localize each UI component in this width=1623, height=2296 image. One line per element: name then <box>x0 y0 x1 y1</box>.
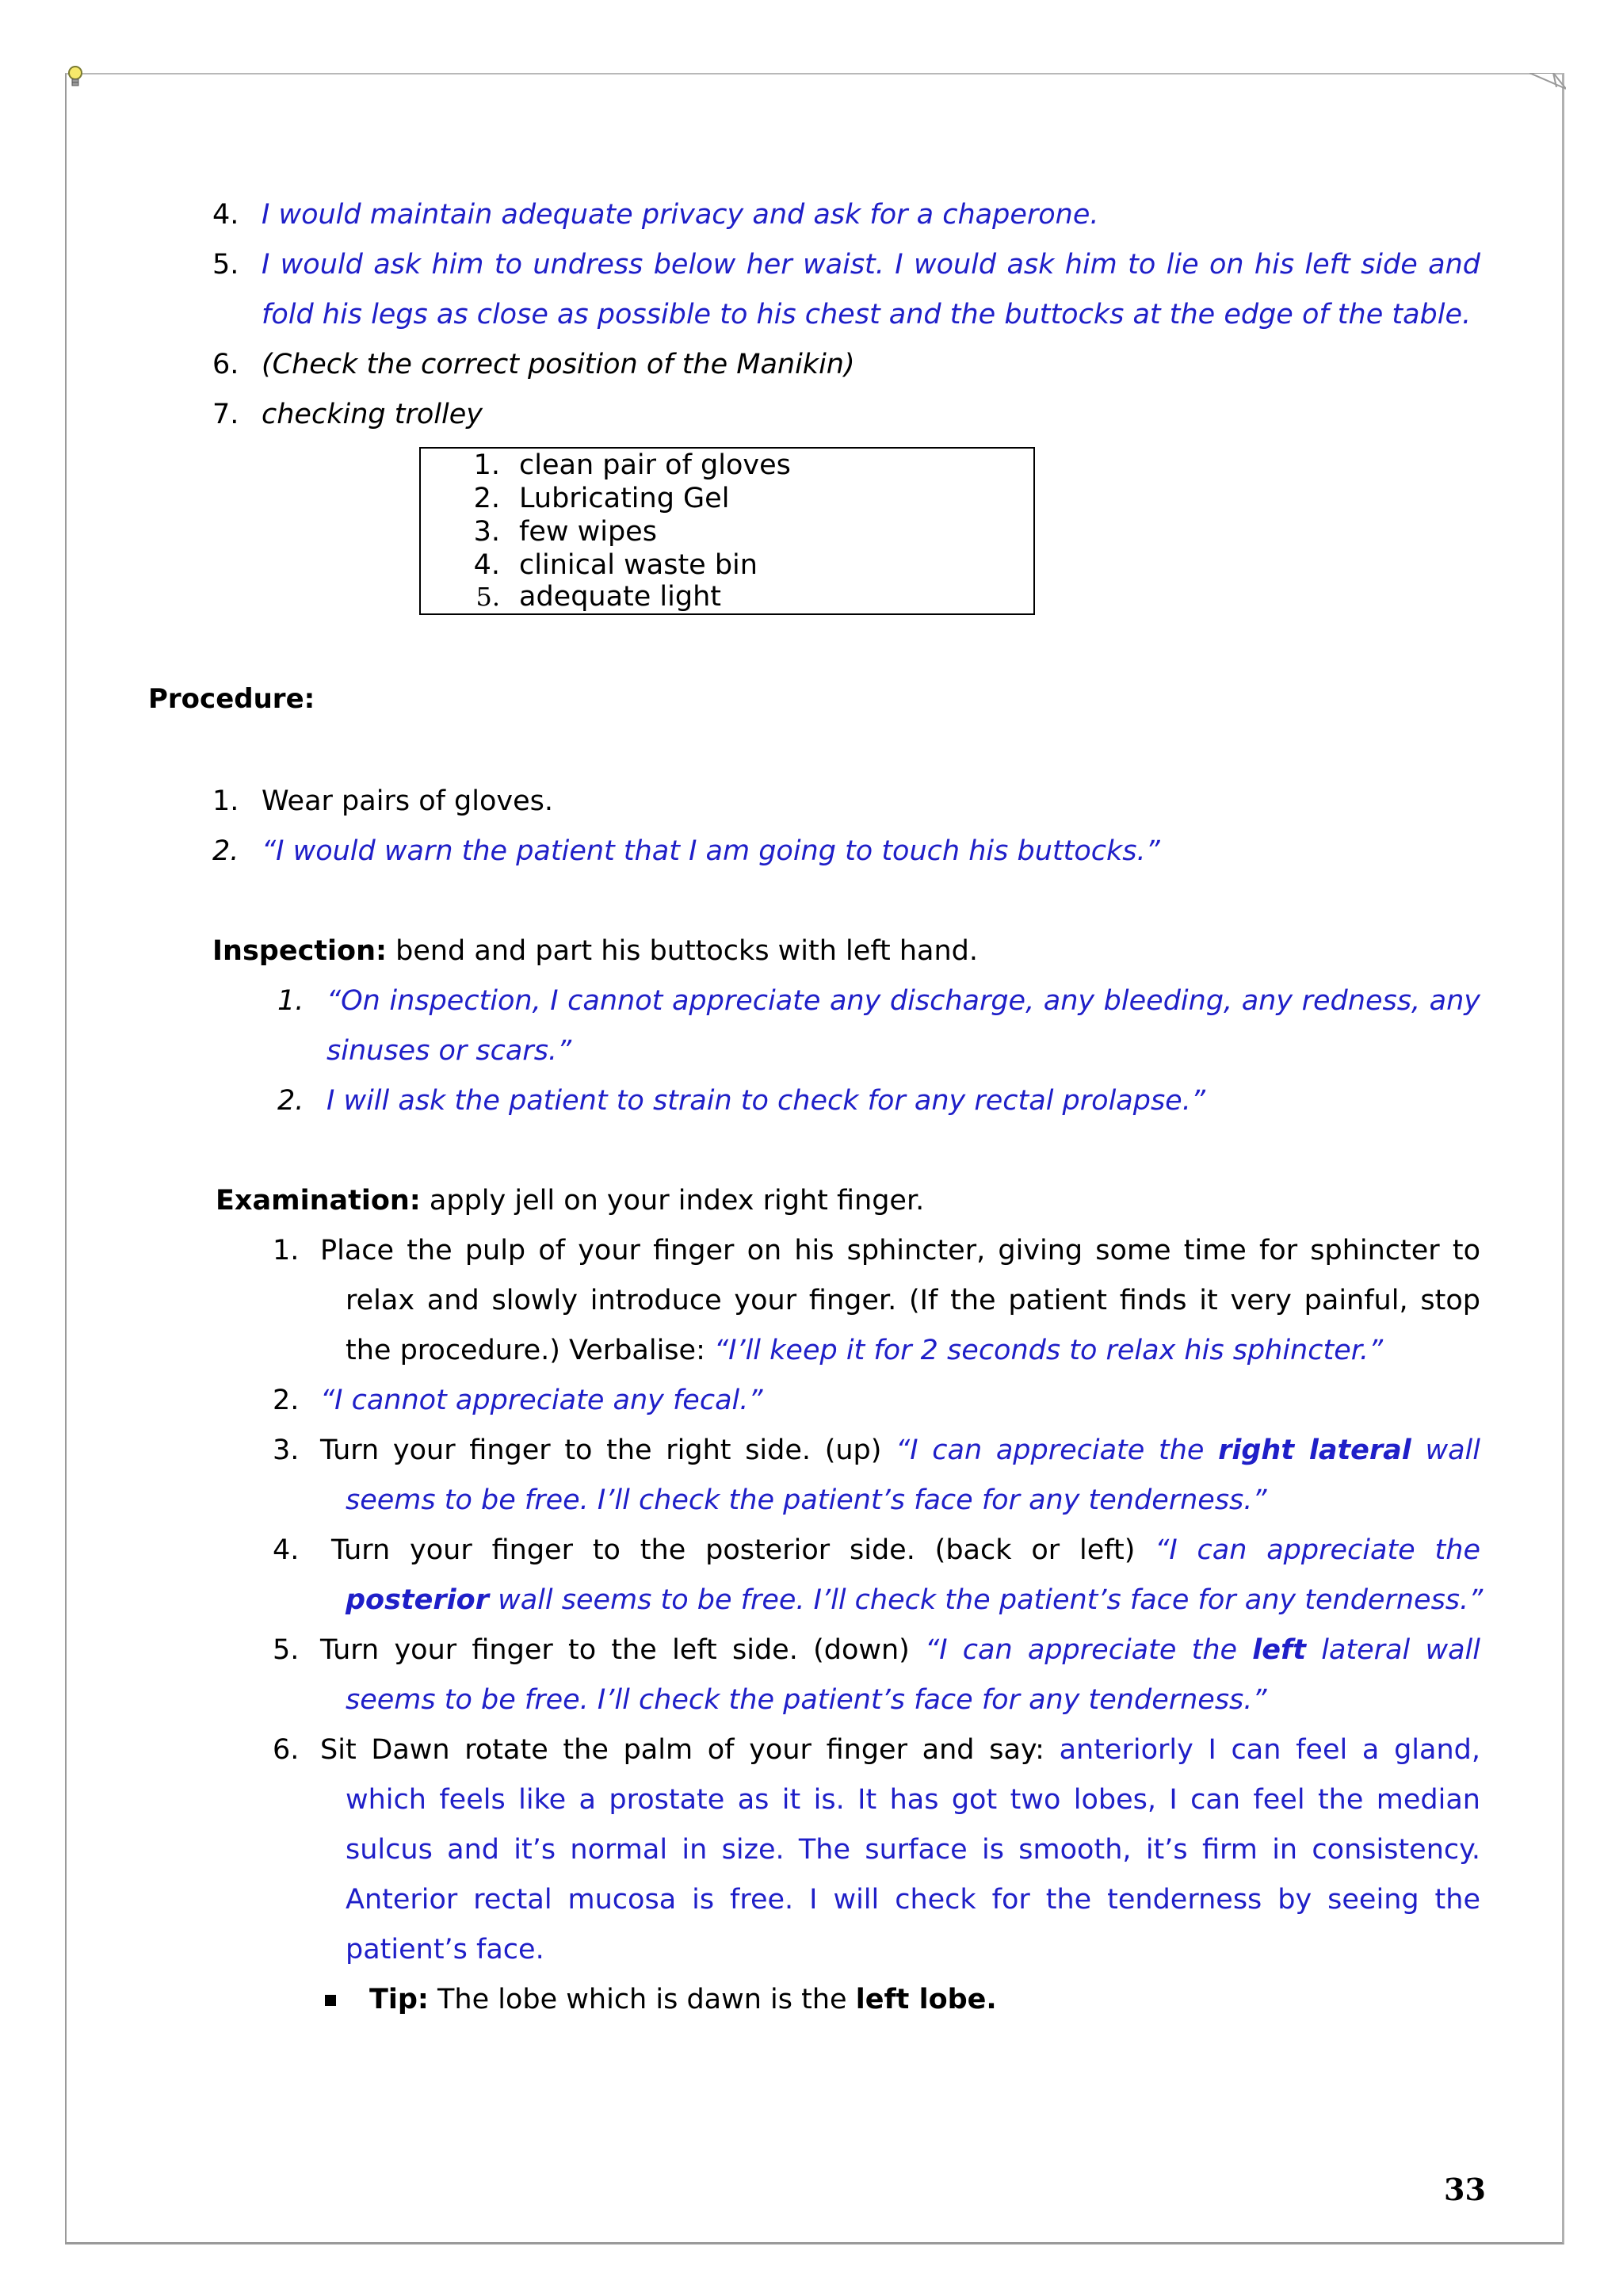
examination-item-line: posterior wall seems to be free. I’ll check the patient’s face for any tenderness.” <box>346 1584 1484 1616</box>
list-item: 5. <box>212 249 239 281</box>
examination-item-line: sulcus and it’s normal in size. The surface is smooth, it’s firm in consistency. <box>346 1834 1480 1866</box>
examination-item-line: which feels like a prostate as it is. It has got two lobes, I can feel the median <box>346 1784 1480 1816</box>
procedure-step: 1. Wear pairs of gloves. <box>212 785 554 817</box>
examination-heading: Examination: apply jell on your index right finger. <box>216 1185 925 1217</box>
examination-item-line: the procedure.) Verbalise: “I’ll keep it for 2 seconds to relax his sphincter.” <box>346 1335 1384 1366</box>
examination-item-line: seems to be free. I’ll check the patient’s face for any tenderness.” <box>346 1484 1267 1516</box>
examination-item: 6. <box>273 1734 300 1766</box>
examination-item: 2. “I cannot appreciate any fecal.” <box>273 1385 763 1416</box>
trolley-checklist-box: 1. clean pair of gloves 2. Lubricating Gel 3. few wipes 4. clinical waste bin 5. adequate light <box>419 447 1035 615</box>
examination-item-line: patient’s face. <box>346 1934 544 1966</box>
inspection-heading: Inspection: bend and part his buttocks with left hand. <box>212 935 979 967</box>
inspection-item-line: “On inspection, I cannot appreciate any discharge, any bleeding, any redness, any <box>327 985 1480 1017</box>
examination-item: 4. <box>273 1534 300 1566</box>
examination-item-line: Place the pulp of your finger on his sphincter, giving some time for sphincter to <box>320 1235 1480 1266</box>
tip-note: Tip: The lobe which is dawn is the left lobe. <box>369 1984 997 2015</box>
examination-item-line: Turn your finger to the right side. (up) “I can appreciate the right lateral wall <box>320 1435 1481 1466</box>
list-item: 4. I would maintain adequate privacy and ask for a chaperone. <box>212 199 1099 231</box>
procedure-heading: Procedure: <box>148 683 315 715</box>
examination-item-line: Turn your finger to the left side. (down) “I can appreciate the left lateral wall <box>320 1634 1480 1666</box>
inspection-item: 2. I will ask the patient to strain to check for any rectal prolapse.” <box>277 1085 1205 1117</box>
list-item-line: fold his legs as close as possible to his chest and the buttocks at the edge of the table. <box>262 299 1472 330</box>
page-number: 33 <box>1444 2172 1486 2207</box>
list-item: 7. checking trolley <box>212 399 483 430</box>
examination-item: 5. <box>273 1634 300 1666</box>
inspection-item-line: sinuses or scars.” <box>327 1035 572 1067</box>
examination-item-line: seems to be free. I’ll check the patient’s face for any tenderness.” <box>346 1684 1267 1716</box>
examination-item: 1. <box>273 1235 300 1266</box>
list-item-line: I would ask him to undress below her waist. I would ask him to lie on his left side and <box>262 249 1480 281</box>
examination-item-line: Turn your finger to the posterior side. (back or left) “I can appreciate the <box>331 1534 1480 1566</box>
examination-item-line: relax and slowly introduce your finger. (If the patient finds it very painful, stop <box>346 1285 1480 1316</box>
examination-item-line: Sit Dawn rotate the palm of your finger and say: anteriorly I can feel a gland, <box>320 1734 1480 1766</box>
inspection-item: 1. <box>277 985 304 1017</box>
square-bullet-icon <box>325 1995 336 2006</box>
list-item: 6. (Check the correct position of the Manikin) <box>212 349 855 380</box>
examination-item-line: Anterior rectal mucosa is free. I will check for the tenderness by seeing the <box>346 1884 1480 1916</box>
procedure-step: 2. “I would warn the patient that I am going to touch his buttocks.” <box>212 835 1160 867</box>
examination-item: 3. <box>273 1435 300 1466</box>
